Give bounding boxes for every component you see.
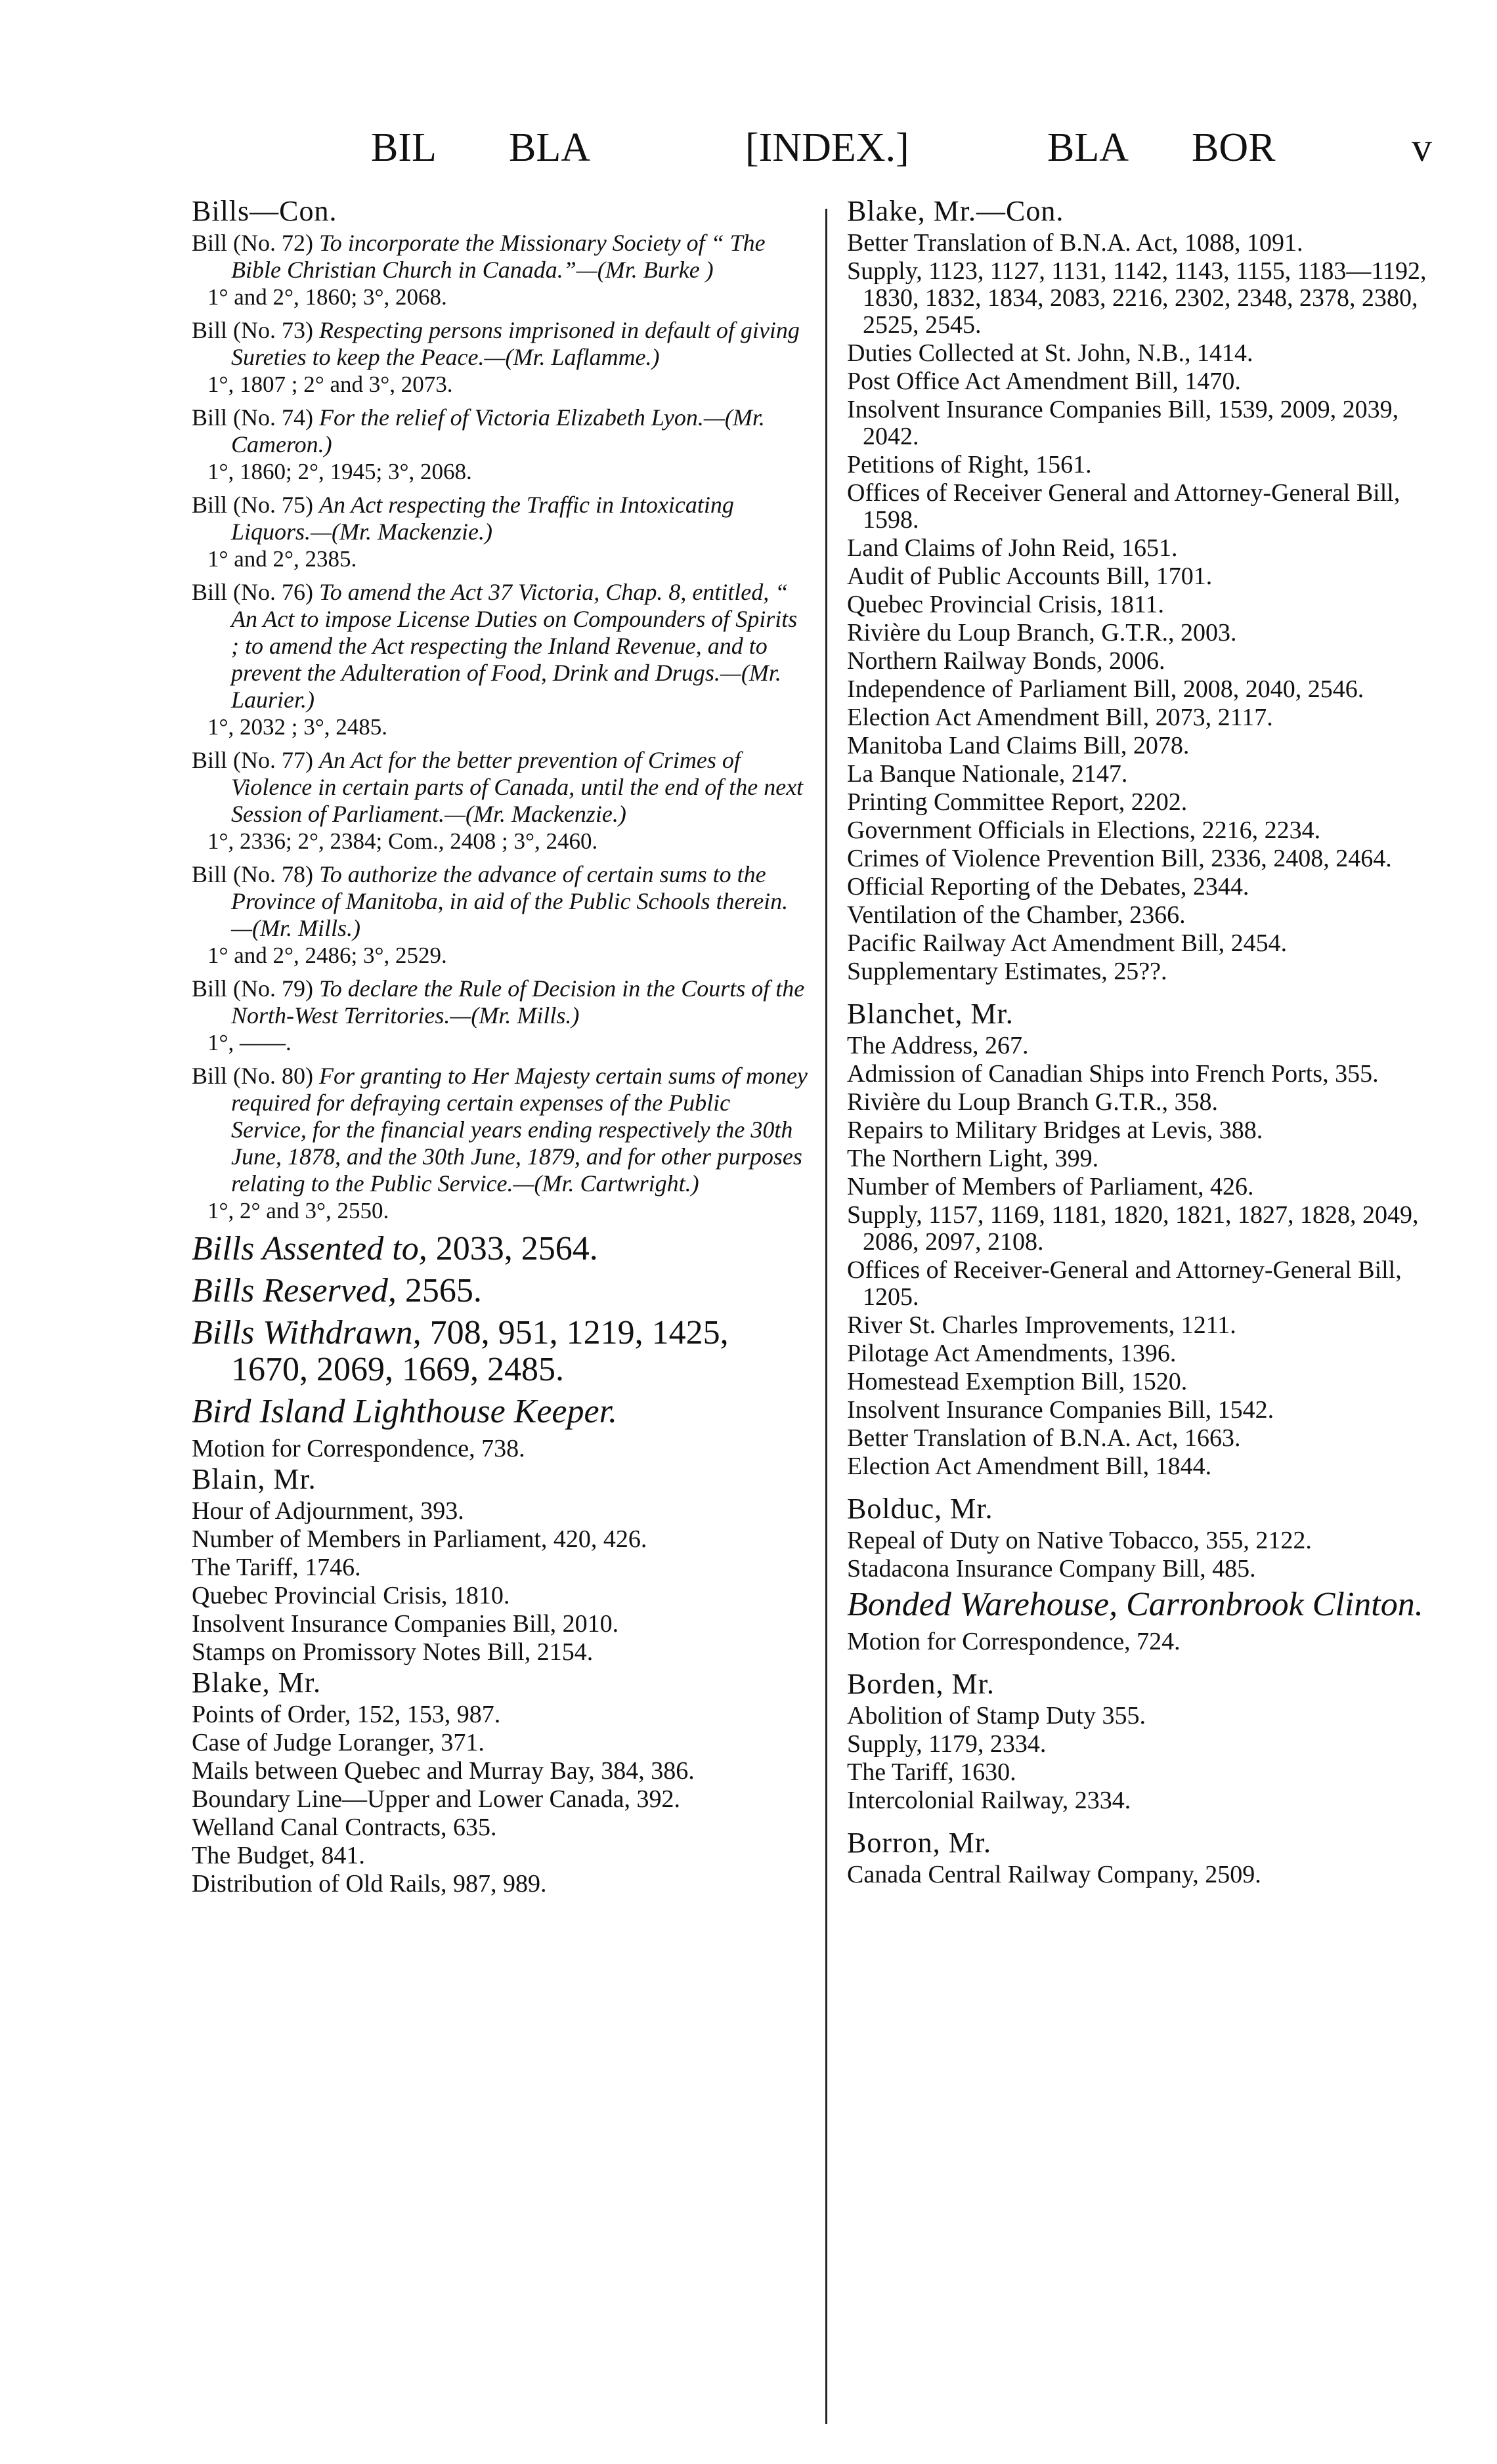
bill-number: Bill (No. 76) bbox=[192, 579, 319, 605]
bill-title: An Act for the better prevention of Crimes of Violence in certain parts of Canada, until the end of the next Session of Parliament.—(Mr. Mackenzie.) bbox=[231, 747, 804, 827]
bill-number: Bill (No. 73) bbox=[192, 317, 319, 343]
column-divider bbox=[825, 209, 827, 2424]
bill-description bbox=[192, 492, 809, 545]
index-item: La Banque Nationale, 2147. bbox=[847, 760, 1128, 788]
bill-entry bbox=[192, 747, 809, 855]
blake-list bbox=[192, 1701, 809, 1898]
topic-title: Bills Reserved, bbox=[192, 1272, 397, 1309]
bills-heading: Bills—Con. bbox=[192, 195, 337, 227]
index-item: The Address, 267. bbox=[847, 1032, 1029, 1059]
header-left-1: BIL bbox=[371, 125, 437, 170]
index-item: Rivière du Loup Branch, G.T.R., 2003. bbox=[847, 619, 1237, 647]
bill-entry bbox=[192, 230, 809, 310]
borden-list bbox=[847, 1703, 1441, 1814]
bill-number: Bill (No. 79) bbox=[192, 975, 319, 1002]
index-item: Better Translation of B.N.A. Act, 1088, 1091. bbox=[847, 229, 1303, 257]
running-header bbox=[0, 125, 1497, 177]
bill-description bbox=[192, 861, 809, 942]
topic-pages: 2565. bbox=[396, 1272, 482, 1309]
index-item: Offices of Receiver-General and Attorney-General Bill, 1205. bbox=[847, 1256, 1402, 1311]
index-item: Rivière du Loup Branch G.T.R., 358. bbox=[847, 1088, 1218, 1116]
bill-description bbox=[192, 975, 809, 1029]
index-item: Supply, 1123, 1127, 1131, 1142, 1143, 1155, 1183—1192, 1830, 1832, 1834, 2083, 2216, 2302, 2348, 2378, 2380, 2525, 2545. bbox=[847, 257, 1427, 339]
topic-pages: 2033, 2564. bbox=[427, 1230, 598, 1267]
index-item: Abolition of Stamp Duty 355. bbox=[847, 1702, 1146, 1730]
index-item: Distribution of Old Rails, 987, 989. bbox=[192, 1870, 547, 1898]
bill-entry bbox=[192, 861, 809, 969]
index-item: Audit of Public Accounts Bill, 1701. bbox=[847, 563, 1213, 590]
topic-entry bbox=[192, 1231, 809, 1267]
blake-heading: Blake, Mr. bbox=[192, 1667, 321, 1699]
index-item: Repairs to Military Bridges at Levis, 388. bbox=[847, 1116, 1263, 1144]
bill-title: For the relief of Victoria Elizabeth Lyon.—(Mr. Cameron.) bbox=[231, 404, 765, 457]
bill-number: Bill (No. 75) bbox=[192, 492, 319, 518]
borron-heading: Borron, Mr. bbox=[847, 1827, 991, 1859]
bill-stages: 1°, ——. bbox=[207, 1030, 292, 1055]
bill-stages: 1°, 1807 ; 2° and 3°, 2073. bbox=[207, 372, 453, 397]
index-item: Motion for Correspondence, 724. bbox=[847, 1628, 1181, 1655]
bill-entry bbox=[192, 404, 809, 485]
index-item: Canada Central Railway Company, 2509. bbox=[847, 1861, 1261, 1888]
right-column bbox=[847, 196, 1441, 1890]
bill-stages: 1° and 2°, 2486; 3°, 2529. bbox=[207, 943, 447, 968]
topic-entry bbox=[192, 1273, 809, 1309]
bill-stages: 1°, 1860; 2°, 1945; 3°, 2068. bbox=[207, 459, 472, 484]
index-item: Number of Members in Parliament, 420, 426. bbox=[192, 1525, 647, 1553]
index-item: Stamps on Promissory Notes Bill, 2154. bbox=[192, 1638, 594, 1666]
bill-stages: 1°, 2336; 2°, 2384; Com., 2408 ; 3°, 2460. bbox=[207, 828, 598, 854]
index-item: The Budget, 841. bbox=[192, 1842, 365, 1869]
bill-number: Bill (No. 78) bbox=[192, 861, 319, 887]
index-item: Post Office Act Amendment Bill, 1470. bbox=[847, 368, 1241, 395]
topic-title: Bills Withdrawn, bbox=[192, 1314, 422, 1351]
index-item: Pilotage Act Amendments, 1396. bbox=[847, 1340, 1177, 1367]
index-item: The Tariff, 1630. bbox=[847, 1758, 1016, 1786]
bill-stages: 1° and 2°, 1860; 3°, 2068. bbox=[207, 284, 447, 310]
bill-stages: 1° and 2°, 2385. bbox=[207, 546, 357, 572]
index-item: Election Act Amendment Bill, 1844. bbox=[847, 1453, 1212, 1480]
bill-title: An Act respecting the Traffic in Intoxicating Liquors.—(Mr. Mackenzie.) bbox=[231, 492, 734, 545]
index-item: Quebec Provincial Crisis, 1810. bbox=[192, 1582, 510, 1609]
bill-description bbox=[192, 1063, 809, 1197]
bill-entry bbox=[192, 317, 809, 398]
index-item: River St. Charles Improvements, 1211. bbox=[847, 1311, 1236, 1339]
index-item: Insolvent Insurance Companies Bill, 1539, 2009, 2039, 2042. bbox=[847, 396, 1399, 450]
header-right-2: BOR bbox=[1192, 125, 1276, 170]
blake-con-list bbox=[847, 230, 1441, 985]
index-item: Manitoba Land Claims Bill, 2078. bbox=[847, 732, 1190, 759]
index-item: Homestead Exemption Bill, 1520. bbox=[847, 1368, 1188, 1395]
index-item: Welland Canal Contracts, 635. bbox=[192, 1814, 497, 1841]
index-item: Intercolonial Railway, 2334. bbox=[847, 1787, 1131, 1814]
index-item: Hour of Adjournment, 393. bbox=[192, 1497, 464, 1525]
bill-title: For granting to Her Majesty certain sums of money required for defraying certain expenses of the Public Service, for the financial years ending respectively the 30th June, 1878, and the 30th June, 1879, and for other purposes relating to the Public Service.—(Mr. Cartwright.) bbox=[231, 1063, 808, 1197]
index-item: Petitions of Right, 1561. bbox=[847, 451, 1092, 478]
index-item: Boundary Line—Upper and Lower Canada, 392. bbox=[192, 1785, 680, 1813]
index-item: Supplementary Estimates, 25??. bbox=[847, 958, 1167, 985]
bill-description bbox=[192, 404, 809, 458]
left-column bbox=[192, 196, 809, 1899]
bill-entry bbox=[192, 492, 809, 572]
index-item: Land Claims of John Reid, 1651. bbox=[847, 534, 1178, 562]
borden-heading: Borden, Mr. bbox=[847, 1668, 995, 1700]
bill-stages: 1°, 2032 ; 3°, 2485. bbox=[207, 714, 387, 740]
index-item: Election Act Amendment Bill, 2073, 2117. bbox=[847, 704, 1273, 731]
index-item: Duties Collected at St. John, N.B., 1414. bbox=[847, 339, 1253, 367]
index-item: Crimes of Violence Prevention Bill, 2336, 2408, 2464. bbox=[847, 845, 1392, 872]
bill-number: Bill (No. 72) bbox=[192, 230, 319, 256]
index-item: Number of Members of Parliament, 426. bbox=[847, 1173, 1254, 1200]
index-item: Printing Committee Report, 2202. bbox=[847, 788, 1188, 816]
index-item: Mails between Quebec and Murray Bay, 384, 386. bbox=[192, 1757, 695, 1785]
index-item: The Northern Light, 399. bbox=[847, 1145, 1099, 1172]
bill-number: Bill (No. 80) bbox=[192, 1063, 319, 1089]
bill-description bbox=[192, 579, 809, 713]
blain-list bbox=[192, 1498, 809, 1666]
borron-list bbox=[847, 1861, 1441, 1888]
index-item: Stadacona Insurance Company Bill, 485. bbox=[847, 1555, 1256, 1582]
index-item: Case of Judge Loranger, 371. bbox=[192, 1729, 485, 1756]
bolduc-heading: Bolduc, Mr. bbox=[847, 1493, 993, 1525]
blanchet-heading: Blanchet, Mr. bbox=[847, 998, 1014, 1030]
index-item: The Tariff, 1746. bbox=[192, 1554, 361, 1581]
bill-description bbox=[192, 747, 809, 828]
index-item: Points of Order, 152, 153, 987. bbox=[192, 1701, 501, 1728]
bill-title: To authorize the advance of certain sums to the Province of Manitoba, in aid of the Public Schools therein.—(Mr. Mills.) bbox=[231, 861, 789, 941]
index-item: Pacific Railway Act Amendment Bill, 2454. bbox=[847, 929, 1288, 957]
index-item: Government Officials in Elections, 2216, 2234. bbox=[847, 817, 1321, 844]
blanchet-list bbox=[847, 1032, 1441, 1480]
topic-title: Bills Assented to, bbox=[192, 1230, 427, 1267]
header-right-1: BLA bbox=[1047, 125, 1129, 170]
bill-stages: 1°, 2° and 3°, 2550. bbox=[207, 1198, 389, 1223]
bill-title: Respecting persons imprisoned in default of giving Sureties to keep the Peace.—(Mr. Laflamme.) bbox=[231, 317, 800, 370]
bill-number: Bill (No. 77) bbox=[192, 747, 319, 773]
index-item: Admission of Canadian Ships into French Ports, 355. bbox=[847, 1060, 1379, 1088]
blake-con-heading: Blake, Mr.—Con. bbox=[847, 195, 1064, 227]
bonded-warehouse-list bbox=[847, 1628, 1441, 1655]
bird-island-heading: Bird Island Lighthouse Keeper. bbox=[192, 1393, 618, 1430]
topics-list bbox=[192, 1231, 809, 1388]
index-item: Quebec Provincial Crisis, 1811. bbox=[847, 591, 1165, 618]
bills-list bbox=[192, 230, 809, 1224]
bill-title: To amend the Act 37 Victoria, Chap. 8, entitled, “ An Act to impose License Duties on Compounders of Spirits ; to amend the Act respecting the Inland Revenue, and to prevent the Adulteration of Food, Drink and Drugs.—(Mr. Laurier.) bbox=[231, 579, 798, 713]
header-left-2: BLA bbox=[509, 125, 590, 170]
bill-number: Bill (No. 74) bbox=[192, 404, 319, 431]
topic-entry bbox=[192, 1315, 809, 1388]
bill-title: To incorporate the Missionary Society of “ The Bible Christian Church in Canada.”—(Mr. Burke ) bbox=[231, 230, 766, 283]
page-number: v bbox=[1412, 125, 1432, 170]
index-item: Repeal of Duty on Native Tobacco, 355, 2122. bbox=[847, 1527, 1312, 1554]
bonded-warehouse-heading: Bonded Warehouse, Carronbrook Clinton. bbox=[847, 1586, 1423, 1623]
index-item: Better Translation of B.N.A. Act, 1663. bbox=[847, 1424, 1241, 1452]
topic-pages: 708, 951, 1219, 1425, 1670, 2069, 1669, 2485. bbox=[231, 1314, 729, 1388]
index-item: Supply, 1179, 2334. bbox=[847, 1730, 1047, 1758]
index-item: Ventilation of the Chamber, 2366. bbox=[847, 901, 1186, 929]
index-item: Independence of Parliament Bill, 2008, 2040, 2546. bbox=[847, 675, 1364, 703]
index-item: Insolvent Insurance Companies Bill, 1542. bbox=[847, 1396, 1274, 1424]
index-item: Insolvent Insurance Companies Bill, 2010. bbox=[192, 1610, 619, 1638]
index-item: Official Reporting of the Debates, 2344. bbox=[847, 873, 1249, 901]
bird-island-list bbox=[192, 1435, 809, 1462]
bill-entry bbox=[192, 579, 809, 740]
index-item: Supply, 1157, 1169, 1181, 1820, 1821, 1827, 1828, 2049, 2086, 2097, 2108. bbox=[847, 1201, 1419, 1256]
index-item: Offices of Receiver General and Attorney-General Bill, 1598. bbox=[847, 479, 1400, 534]
index-item: Northern Railway Bonds, 2006. bbox=[847, 647, 1165, 675]
bill-entry bbox=[192, 1063, 809, 1224]
bill-entry bbox=[192, 975, 809, 1056]
index-item: Motion for Correspondence, 738. bbox=[192, 1435, 525, 1462]
bolduc-list bbox=[847, 1527, 1441, 1582]
blain-heading: Blain, Mr. bbox=[192, 1463, 316, 1495]
header-center: [INDEX.] bbox=[745, 125, 909, 170]
bill-description bbox=[192, 317, 809, 371]
bill-description bbox=[192, 230, 809, 284]
bill-title: To declare the Rule of Decision in the Courts of the North-West Territories.—(Mr. Mills.) bbox=[231, 975, 805, 1029]
